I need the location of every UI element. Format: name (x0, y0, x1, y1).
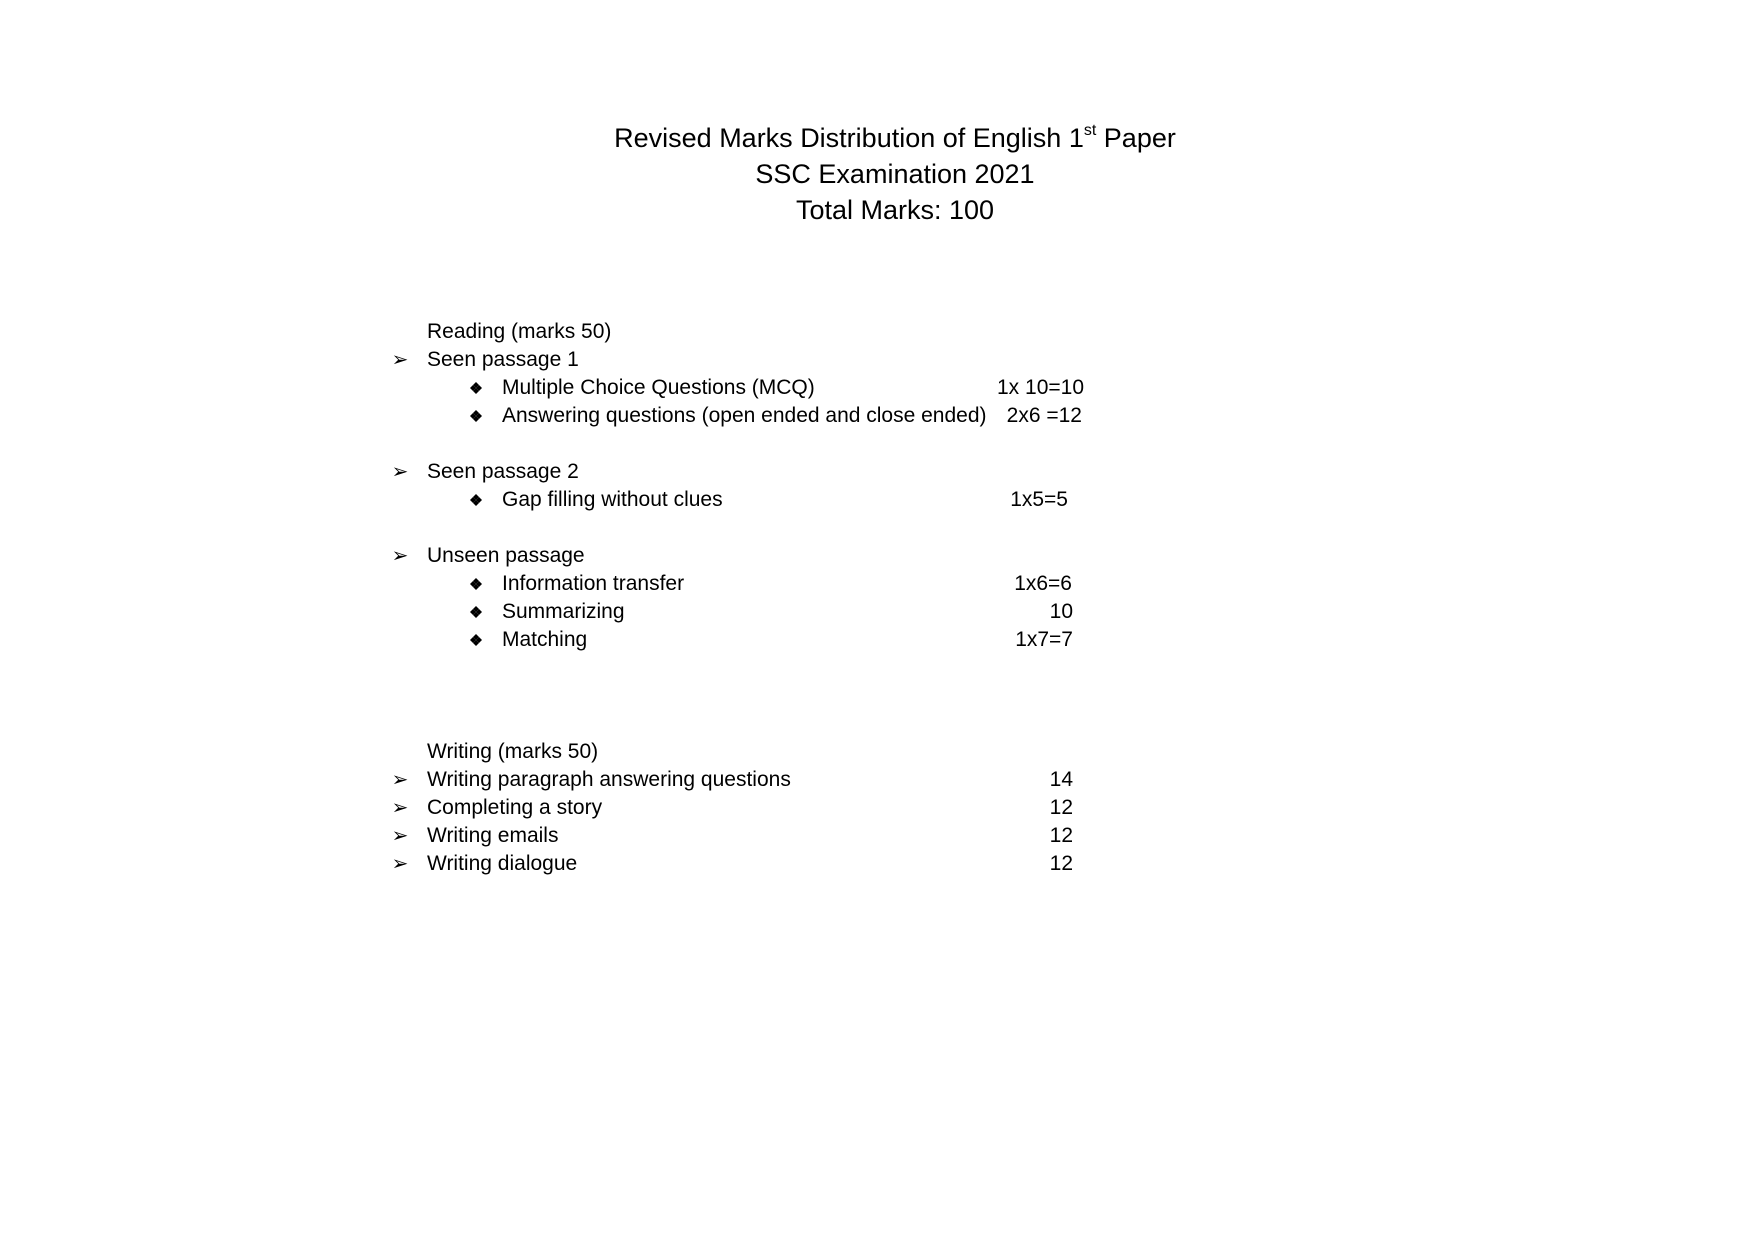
seen-passage-1-label: Seen passage 1 (427, 348, 579, 371)
title-end-text: Paper (1096, 123, 1176, 153)
arrow-bullet-icon: ➢ (391, 545, 409, 567)
writing-paragraph-label: Writing paragraph answering questions (427, 768, 791, 791)
gap-filling-marks: 1x5=5 (1010, 488, 1068, 511)
four-diamond-bullet-icon (465, 598, 487, 626)
completing-story-marks: 12 (1049, 796, 1073, 819)
four-diamond-bullet-icon (465, 626, 487, 654)
mcq-label: Multiple Choice Questions (MCQ) (502, 376, 815, 399)
writing-dialogue-label: Writing dialogue (427, 852, 578, 875)
total-marks: Total Marks: 100 (795, 195, 995, 225)
four-diamond-bullet-icon (465, 374, 487, 402)
information-transfer-marks: 1x6=6 (1014, 572, 1072, 595)
exam-name: SSC Examination 2021 (755, 159, 1035, 189)
title-main-text: Revised Marks Distribution of English 1 (614, 123, 1084, 153)
writing-dialogue-marks: 12 (1049, 852, 1073, 875)
writing-emails-marks: 12 (1049, 824, 1073, 847)
matching-marks: 1x7=7 (1015, 628, 1073, 651)
gap-filling-label: Gap filling without clues (502, 488, 723, 511)
four-diamond-bullet-icon (465, 486, 487, 514)
mcq-marks: 1x 10=10 (997, 376, 1084, 399)
four-diamond-bullet-icon (465, 402, 487, 430)
writing-emails-label: Writing emails (427, 824, 559, 847)
arrow-bullet-icon: ➢ (391, 825, 409, 847)
reading-heading-text: Reading (marks 50) (427, 320, 612, 343)
completing-story-label: Completing a story (427, 796, 603, 819)
arrow-bullet-icon: ➢ (391, 461, 409, 483)
arrow-bullet-icon: ➢ (391, 797, 409, 819)
document-title-block (0, 120, 1754, 228)
title-superscript: st (1083, 122, 1097, 139)
matching-label: Matching (502, 628, 588, 651)
answering-questions-label: Answering questions (open ended and close ended) (502, 404, 987, 427)
writing-paragraph-marks: 14 (1049, 768, 1073, 791)
arrow-bullet-icon: ➢ (391, 853, 409, 875)
arrow-bullet-icon: ➢ (391, 349, 409, 371)
writing-heading-text: Writing (marks 50) (427, 740, 599, 763)
document-title (0, 120, 1754, 156)
four-diamond-bullet-icon (465, 570, 487, 598)
answering-questions-marks: 2x6 =12 (1006, 404, 1082, 427)
unseen-passage-label: Unseen passage (427, 544, 585, 567)
summarizing-marks: 10 (1049, 600, 1073, 623)
information-transfer-label: Information transfer (502, 572, 685, 595)
summarizing-label: Summarizing (502, 600, 625, 623)
arrow-bullet-icon: ➢ (391, 769, 409, 791)
seen-passage-2-label: Seen passage 2 (427, 460, 579, 483)
